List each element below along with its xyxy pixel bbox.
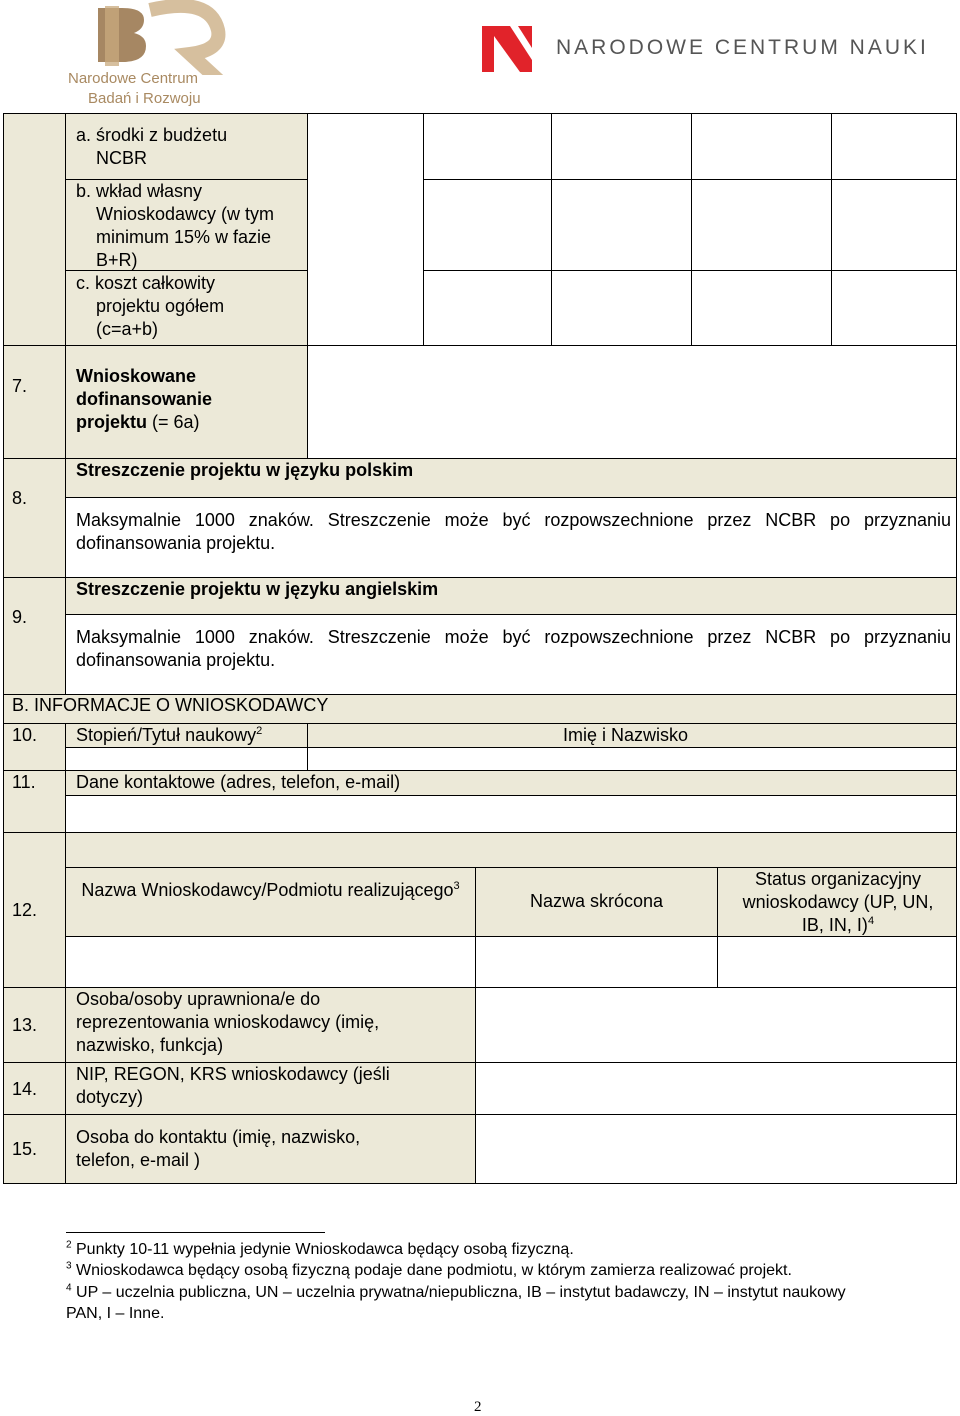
footnote-separator (66, 1232, 325, 1233)
funding-value-cell[interactable] (423, 179, 552, 271)
item9-title: Streszczenie projektu w języku angielskim (76, 579, 439, 599)
item7-num: 7. (12, 376, 28, 396)
footnote-3-num: 3 (66, 1260, 72, 1272)
item13-value-cell[interactable] (475, 987, 957, 1063)
item15-label: Osoba do kontaktu (imię, nazwisko, telefon, e-mail ) (76, 1127, 361, 1170)
item9-num-cell (3, 577, 66, 695)
item14-value-cell[interactable] (475, 1062, 957, 1115)
item11-num: 11. (12, 772, 36, 792)
footnote-2-num: 2 (66, 1239, 72, 1251)
funding-value-cell[interactable] (691, 179, 832, 271)
footnote-2-text: Punkty 10-11 wypełnia jedynie Wnioskodawca będący osobą fizyczną. (71, 1241, 574, 1258)
footnote-2 (66, 1239, 946, 1260)
item12-value3-cell[interactable] (717, 936, 957, 988)
funding-value-cell[interactable] (831, 179, 957, 271)
item7-num-cell (3, 345, 66, 459)
footnote-4-num: 4 (66, 1282, 72, 1294)
ncbr-logo-mark-icon (60, 0, 260, 75)
ncbr-logo (60, 0, 260, 110)
funding-value-cell[interactable] (551, 179, 692, 271)
item10-value1-cell[interactable] (65, 747, 308, 771)
item10-footnote-ref: 2 (256, 725, 263, 737)
item15-num: 15. (12, 1139, 38, 1159)
item8-num-cell (3, 458, 66, 578)
item7-label-rest: (= 6a) (147, 412, 200, 432)
item15-value-cell[interactable] (475, 1114, 957, 1184)
funding-value-cell[interactable] (691, 270, 832, 346)
item7-label (76, 365, 256, 434)
item10-label (76, 725, 262, 746)
item8-title: Streszczenie projektu w języku polskim (76, 460, 414, 480)
item12-col1-text: Nazwa Wnioskodawcy/Podmiotu realizującego (81, 880, 454, 900)
funding-value-cell[interactable] (423, 113, 552, 180)
item12-col1-footnote-ref: 3 (453, 880, 460, 892)
funding-value-cell[interactable] (691, 113, 832, 180)
ncn-logo-mark-icon (480, 22, 536, 76)
item7-value-cell[interactable] (307, 345, 957, 459)
footnote-3 (66, 1260, 946, 1281)
item12-col1-cell (65, 867, 476, 937)
funding-value-cell[interactable] (831, 113, 957, 180)
item9-note: Maksymalnie 1000 znaków. Streszczenie może być rozpowszechnione przez NCBR po przyznaniu dofinansowania projektu. (76, 627, 951, 670)
item14-label: NIP, REGON, KRS wnioskodawcy (jeśli dotyczy) (76, 1064, 390, 1107)
num-col-top (3, 113, 66, 346)
item12-col3-text: Status organizacyjny wnioskodawcy (UP, UN, IB, IN, I) (742, 869, 934, 935)
item12-col2: Nazwa skrócona (529, 891, 664, 911)
item11-value-cell[interactable] (65, 795, 957, 833)
funding-value-cell[interactable] (551, 113, 692, 180)
ncn-logo-text: NARODOWE CENTRUM NAUKI (556, 36, 929, 59)
funding-label-c: c. koszt całkowity projektu ogółem (c=a+b) (76, 273, 225, 339)
ncbr-logo-line1: Narodowe Centrum (68, 70, 199, 87)
footnote-4-text: UP – uczelnia publiczna, UN – uczelnia prywatna/niepubliczna, IB – instytut badawczy, IN – instytut naukowy PAN, I – Inne. (66, 1284, 846, 1322)
funding-value-cell[interactable] (307, 113, 424, 346)
item12-spacer-cell (65, 832, 957, 868)
item13-num: 13. (12, 1015, 38, 1035)
item12-value1-cell[interactable] (65, 936, 476, 988)
item12-num: 12. (12, 900, 38, 920)
page-number: 2 (474, 1399, 482, 1415)
ncn-logo (480, 22, 960, 78)
item8-note: Maksymalnie 1000 znaków. Streszczenie może być rozpowszechnione przez NCBR po przyznaniu dofinansowania projektu. (76, 510, 951, 553)
item8-num: 8. (12, 488, 28, 508)
item13-label: Osoba/osoby uprawniona/e do reprezentowania wnioskodawcy (imię, nazwisko, funkcja) (76, 989, 380, 1055)
item14-num: 14. (12, 1079, 38, 1099)
item12-col3-footnote-ref: 4 (867, 915, 875, 927)
item10-value2-cell[interactable] (307, 747, 957, 771)
item10-label-text: Stopień/Tytuł naukowy (76, 725, 257, 745)
item12-col1 (65, 879, 476, 902)
funding-value-cell[interactable] (551, 270, 692, 346)
funding-value-cell[interactable] (423, 270, 552, 346)
item10-num: 10. (12, 725, 38, 745)
item10-col2: Imię i Nazwisko (563, 725, 689, 745)
section-b-title: B. INFORMACJE O WNIOSKODAWCY (12, 695, 329, 715)
item12-value2-cell[interactable] (475, 936, 718, 988)
item12-col3 (736, 868, 940, 937)
item11-label: Dane kontaktowe (adres, telefon, e-mail) (76, 772, 401, 792)
footnote-3-text: Wnioskodawca będący osobą fizyczną podaje dane podmiotu, w którym zamierza realizować projekt. (71, 1262, 792, 1279)
item7-label-bold: Wnioskowane dofinansowanie projektu (76, 366, 213, 432)
funding-label-a: a. środki z budżetu NCBR (76, 125, 228, 168)
funding-label-b: b. wkład własny Wnioskodawcy (w tym minimum 15% w fazie B+R) (76, 181, 275, 270)
footnote-4 (66, 1282, 886, 1324)
funding-value-cell[interactable] (831, 270, 957, 346)
item9-num: 9. (12, 607, 28, 627)
ncbr-logo-line2: Badań i Rozwoju (88, 90, 201, 107)
